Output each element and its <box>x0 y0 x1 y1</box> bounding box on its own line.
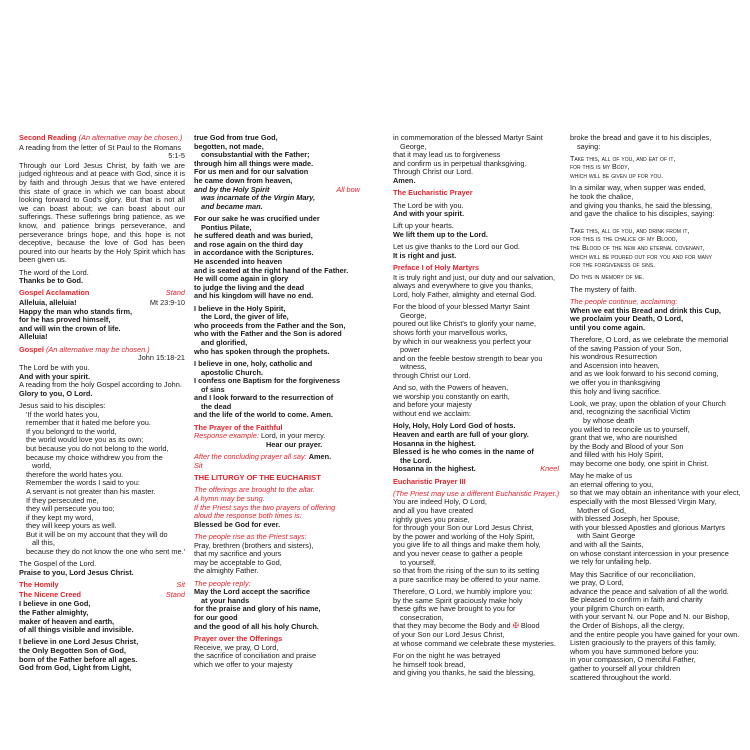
preface-line: and on the feeble bestow strength to bear you <box>393 353 543 363</box>
column-2 <box>194 134 360 673</box>
ep3-line: consecration, <box>400 612 444 622</box>
reply-line: for our good <box>194 613 238 623</box>
gospel-text-line: but because you do not belong to the world, <box>26 443 169 453</box>
amen-response: Amen. <box>393 175 416 185</box>
intercession-line: whom you have summoned before you: <box>570 646 699 656</box>
ep3-line: For on the night he was betrayed <box>393 650 501 660</box>
intercession-line: the Order of Bishops, all the clergy, <box>570 621 685 631</box>
creed-line: consubstantial with the Father; <box>201 150 310 160</box>
creed-line: who proceeds from the Father and the Son, <box>194 320 346 330</box>
offerings-instruction: aloud the response both times is: <box>194 511 302 521</box>
creed-line: and is seated at the right hand of the Father. <box>194 265 349 275</box>
dialog-1 <box>393 202 559 219</box>
consecration-words: Take this, all of you, and eat of it, <box>570 154 676 163</box>
dialog-line: Let us give thanks to the Lord our God. <box>393 242 520 252</box>
gospel-title: Gospel <box>19 344 44 354</box>
preface-line: And so, with the Powers of heaven, <box>393 383 509 393</box>
preface-line: without end we acclaim: <box>393 409 471 419</box>
preface-line: witness, <box>400 362 427 372</box>
gospel-text-line: world, <box>32 461 52 471</box>
creed-line: the dead <box>201 401 232 411</box>
creed-line: the Father almighty, <box>19 608 89 617</box>
pray-line: that my sacrifice and yours <box>194 549 282 559</box>
offerings-instruction: If the Priest says the two prayers of offering <box>194 502 336 512</box>
intercession-line: Mother of God, <box>577 505 626 515</box>
intercession-line: May he make of us <box>570 471 633 481</box>
gospel-line: And with your spirit. <box>19 371 90 381</box>
oblation-line: by the Body and Blood of your Son <box>570 441 684 451</box>
intercession-line: especially with the most Blessed Virgin Mary, <box>570 497 717 507</box>
rise-instruction: The people rise as the Priest says: <box>194 532 307 542</box>
preface-title: Preface I of Holy Martyrs <box>393 263 480 273</box>
oblation-line: grant that we, who are nourished <box>570 433 677 443</box>
creed-line: I believe in the Holy Spirit, <box>194 303 286 313</box>
column-1 <box>19 134 185 677</box>
creed-line: I believe in one God, <box>19 599 91 609</box>
second-reading-title: Second Reading <box>19 133 77 142</box>
reading-intro-text: A reading from the letter of St Paul to the Romans <box>19 142 182 152</box>
creed-line: For our sake he was crucified under <box>194 214 320 224</box>
preface-line: and before your majesty <box>393 400 472 410</box>
acclamation-line: for he has proved himself, <box>19 315 111 325</box>
acclamation-line: and will win the crown of life. <box>19 323 121 333</box>
acclamation-line: Alleluia! <box>19 332 48 342</box>
mystery-response: we proclaim your Death, O Lord, <box>570 314 684 324</box>
anamnesis-line: Therefore, O Lord, as we celebrate the memorial <box>570 335 729 344</box>
response-example-label: Response example: <box>194 431 259 441</box>
commemoration <box>393 134 559 186</box>
reading-end-line: The word of the Lord. <box>19 267 89 277</box>
ep3-line: rightly gives you praise, <box>393 514 470 524</box>
ep3-line: to yourself, <box>400 557 436 567</box>
liturgy-heading <box>194 474 360 483</box>
consecration-words: Do this in memory of me. <box>570 273 645 282</box>
ep3-line: and all you have created <box>393 506 474 516</box>
reply-block <box>194 580 360 632</box>
intercession-line: in your compassion, O merciful Father, <box>570 655 696 665</box>
homily-posture: Sit <box>176 580 185 590</box>
preface-line: It is truly right and just, our duty and our salvation, <box>393 272 556 282</box>
oblation-line: Look, we pray, upon the oblation of your Church <box>570 398 726 408</box>
consecration-line: and giving you thanks, he said the blessing, <box>570 200 713 210</box>
dialog-response: It is right and just. <box>393 250 457 260</box>
memory <box>570 273 736 282</box>
creed-part-1 <box>19 600 185 634</box>
acclamation-heading <box>19 289 185 298</box>
intercession-line: with your servant N. our Pope and N. our Bishop, <box>570 612 730 622</box>
homily-title: The Homily <box>19 580 59 590</box>
oblation-line: by whose death <box>583 416 635 426</box>
consecration-words: the Blood of the new and eternal covenant, <box>570 243 705 252</box>
ep3-line: that they may become the Body and <box>393 621 513 631</box>
preface-line: we worship you constantly on earth, <box>393 391 510 401</box>
offerings-instruction: A hymn may be sung. <box>194 493 265 503</box>
reply-line: May the Lord accept the sacrifice <box>194 587 310 597</box>
sanctus <box>393 422 559 474</box>
oblation-line: you willed to reconcile us to yourself, <box>570 424 690 434</box>
mystery-line: The mystery of faith. <box>570 284 637 294</box>
offerings-block <box>194 486 360 529</box>
gospel-text-line: remember that it hated me before you. <box>26 418 151 428</box>
consecration-words: which will be given up for you. <box>570 172 663 181</box>
commemoration-line: in commemoration of the blessed Martyr Saint <box>393 133 543 142</box>
creed-line: He will come again in glory <box>194 274 289 284</box>
gospel-text-line: Remember the words I said to you: <box>26 478 140 488</box>
preface-line: always and everywhere to give you thanks, <box>393 281 534 291</box>
acclamation-line: Happy the man who stands firm, <box>19 306 133 316</box>
dialog-3 <box>393 243 559 260</box>
creed-heading <box>19 591 185 600</box>
offerings-prayer-line: the sacrifice of conciliation and praise <box>194 651 317 661</box>
ep-heading <box>393 189 559 198</box>
creed-part-4 <box>194 305 360 357</box>
creed-line: he came down from heaven, <box>194 175 293 185</box>
gospel-text-line: the world would love you as its own; <box>26 435 144 445</box>
anamnesis-line: of the saving Passion of your Son, <box>570 343 682 353</box>
creed-line: and his kingdom will have no end. <box>194 291 314 301</box>
sacrifice <box>570 569 740 683</box>
anamnesis-line: we offer you in thanksgiving <box>570 377 661 387</box>
creed-line: the Only Begotten Son of God, <box>19 646 126 656</box>
offerings-prayer <box>194 635 360 669</box>
creed-line: who has spoken through the prophets. <box>194 346 330 356</box>
dialog-response: And with your spirit. <box>393 209 464 219</box>
intercession-line: scattered throughout the world. <box>570 672 672 682</box>
creed-part-5 <box>194 360 360 420</box>
preface-line: by which in our weakness you perfect your <box>393 336 532 346</box>
mystery <box>570 286 736 295</box>
acclamation-title: Gospel Acclamation <box>19 288 90 298</box>
ep3-line: and you never cease to gather a people <box>393 549 523 558</box>
pray-line: the almighty Father. <box>194 566 259 576</box>
gospel-text-line: because they do not know the one who sent me.' <box>26 547 185 557</box>
gospel-end-line: The Gospel of the Lord. <box>19 559 97 569</box>
intercession-line: and the entire people you have gained for your own. <box>570 629 740 639</box>
intercession-line: gather to yourself all your children <box>570 664 681 674</box>
ep3-line: by the power and working of the Holy Spirit, <box>393 531 535 541</box>
creed-line: the Lord, the giver of life, <box>201 312 289 322</box>
creed-line: and the life of the world to come. Amen. <box>194 410 333 420</box>
kneel-instruction: Kneel <box>540 464 559 474</box>
reading-response: Thanks be to God. <box>19 276 84 286</box>
creed-line: he suffered death and was buried, <box>194 231 313 241</box>
gospel-text-line: 'If the world hates you, <box>26 409 100 419</box>
creed-line: to judge the living and the dead <box>194 282 305 292</box>
ep3-part-2 <box>393 588 559 648</box>
commemoration-line: that it may lead us to forgiveness <box>393 150 501 160</box>
continue-instruction: The people continue, acclaiming: <box>570 296 678 306</box>
offerings-prayer-line: which we offer to your majesty <box>194 659 293 669</box>
gospel-text-line: all this, <box>32 538 55 548</box>
dialog-line: The Lord be with you. <box>393 200 464 210</box>
creed-line: God from God, Light from Light, <box>19 663 132 673</box>
second-reading-heading <box>19 134 185 143</box>
response-example: Lord, in your mercy. <box>258 431 326 441</box>
sanctus-line: Blessed is he who comes in the name of <box>393 447 534 457</box>
creed-line: and glorified, <box>201 338 248 348</box>
consecration-words: which will be poured out for you and for many <box>570 252 712 261</box>
second-reading-note: (An alternative may be chosen.) <box>78 133 183 142</box>
consecration-line: In a similar way, when supper was ended, <box>570 183 706 193</box>
anamnesis-line: and as we look forward to his second coming, <box>570 369 719 379</box>
sanctus-line: the Lord. <box>400 455 432 465</box>
acclamation-text <box>19 299 185 342</box>
intercession-line: we rely for unfailing help. <box>570 557 652 567</box>
ep3-note: (The Priest may use a different Eucharistic Prayer.) <box>393 488 560 498</box>
acclamation-posture: Stand <box>165 288 185 298</box>
consecration-line: saying: <box>577 141 601 151</box>
pray-line: may be acceptable to God, <box>194 557 282 567</box>
creed-line: maker of heaven and earth, <box>19 616 115 626</box>
ep3-line: by the same Spirit graciously make holy <box>393 595 523 605</box>
preface-3 <box>393 384 559 418</box>
reading-body: Through our Lord Jesus Christ, by faith we are judged righteous and at peace with God, since it is by faith and through Jesus that we have entered this state of grace in which we can boast about looking forward to God's glory. But that is not all we can boast about; we can boast about our sufferings. These sufferings bring patience, as we know, and patience brings perseverance, and perseverance brings hope, and this hope is not deceptive, because the love of God has been poured into our hearts by the Holy Spirit which has been given us. <box>19 160 185 265</box>
take-bread <box>570 155 736 181</box>
reply-line: for the praise and glory of his name, <box>194 604 321 614</box>
concluding-instruction: After the concluding prayer all say: <box>194 452 307 462</box>
creed-line: who with the Father and the Son is adored <box>194 329 342 339</box>
bow-instruction: All bow <box>336 184 360 194</box>
creed-line: born of the Father before all ages. <box>19 654 138 664</box>
commemoration-line: George, <box>400 141 427 151</box>
gospel-heading <box>19 346 185 363</box>
reading-intro <box>19 144 185 161</box>
amen-response: Amen. <box>308 452 332 462</box>
reply-line: and the good of all his holy Church. <box>194 621 319 631</box>
consecration-words: for the forgiveness of sins. <box>570 261 656 270</box>
intercession-line: with Saint George <box>577 531 636 541</box>
dialog-line: Lift up your hearts. <box>393 221 454 231</box>
preface-line: through Christ our Lord. <box>393 370 471 380</box>
intercession-line: and with all the Saints, <box>570 540 644 550</box>
faithful-title: The Prayer of the Faithful <box>194 422 283 432</box>
creed-line: I believe in one Lord Jesus Christ, <box>19 637 139 647</box>
creed-continued <box>194 134 360 211</box>
consecration-words: for this is my Body, <box>570 163 630 172</box>
commemoration-line: Through Christ our Lord. <box>393 167 474 177</box>
sanctus-line: Holy, Holy, Holy Lord God of hosts. <box>393 421 516 431</box>
intercession-line: an eternal offering to you, <box>570 479 654 489</box>
intercession-line: May this Sacrifice of our reconciliation, <box>570 569 696 579</box>
preface-line: For the blood of your blessed Martyr Saint <box>393 302 530 312</box>
intercession-line: Be pleased to confirm in faith and charity <box>570 595 703 605</box>
commemoration-line: and confirm us in perpetual thanksgiving. <box>393 158 527 168</box>
similar-way <box>570 184 736 218</box>
ep3-line: Therefore, O Lord, we humbly implore you: <box>393 587 533 597</box>
ep3-line: so that from the rising of the sun to its setting <box>393 566 540 576</box>
ep3-part-3 <box>393 652 559 678</box>
intercession-line: advance the peace and salvation of all the world. <box>570 586 729 596</box>
creed-line: in accordance with the Scriptures. <box>194 248 314 258</box>
reading-end <box>19 269 185 286</box>
reply-instruction: The people reply: <box>194 578 251 588</box>
sanctus-line: Hosanna in the highest. <box>393 464 476 474</box>
ep3-heading <box>393 478 559 487</box>
offerings-prayer-title: Prayer over the Offerings <box>194 633 283 643</box>
creed-line: He ascended into heaven <box>194 257 283 266</box>
bread-text <box>570 134 736 151</box>
creed-line: and by the Holy Spirit <box>194 184 270 194</box>
preface-line: power <box>400 345 421 355</box>
preface-2 <box>393 303 559 380</box>
creed-posture: Stand <box>165 589 185 599</box>
eucharistic-prayer-title: The Eucharistic Prayer <box>393 188 473 198</box>
intercession-line: your pilgrim Church on earth, <box>570 603 665 613</box>
creed-part-2 <box>19 638 185 672</box>
preface-heading <box>393 264 559 273</box>
response-reply: Hear our prayer. <box>266 439 323 449</box>
creed-line: I confess one Baptism for the forgiveness <box>194 376 341 386</box>
gospel-line: Glory to you, O Lord. <box>19 388 93 398</box>
creed-line: through him all things were made. <box>194 158 314 168</box>
sit-instruction: Sit <box>194 460 203 470</box>
consecration-words: Take this, all of you, and drink from it, <box>570 226 690 235</box>
intercession-line: so that we may obtain an inheritance with your elect, <box>570 488 741 498</box>
sanctus-line: Hosanna in the highest. <box>393 438 476 448</box>
pray-block <box>194 533 360 576</box>
intercession-line: with your blessed Apostles and glorious Martyrs <box>570 522 726 532</box>
acclamation-line: Alleluia, alleluia! <box>19 298 77 308</box>
gospel-text-line: But it will be on my account that they will do <box>26 529 168 539</box>
oblation-line: and, recognizing the sacrificial Victim <box>570 407 691 417</box>
intercession-line: Listen graciously to the prayers of this family, <box>570 638 716 648</box>
ep3-line: of your Son our Lord Jesus Christ, <box>393 630 505 640</box>
take-chalice <box>570 227 736 270</box>
gospel-ref: John 15:18-21 <box>138 353 185 363</box>
gospel-text-line: because my choice withdrew you from the <box>26 452 163 462</box>
oblation-line: and filled with his Holy Spirit, <box>570 450 664 460</box>
ep3-line: You are indeed Holy, O Lord, <box>393 497 487 507</box>
gospel-text-line: Jesus said to his disciples: <box>19 400 106 410</box>
creed-line: of sins <box>201 384 225 394</box>
mystery-response: When we eat this Bread and drink this Cup, <box>570 305 721 315</box>
creed-line: and became man. <box>201 201 263 211</box>
consecration-line: and gave the chalice to his disciples, saying: <box>570 209 715 219</box>
gospel-dialog <box>19 364 185 398</box>
gospel-text-line: they will persecute you too; <box>26 504 115 514</box>
ep3-title: Eucharistic Prayer III <box>393 476 466 486</box>
acclamation-ref: Mt 23:9-10 <box>149 298 185 308</box>
anamnesis-line: this holy and living sacrifice. <box>570 386 662 396</box>
prayer-of-faithful <box>194 424 360 450</box>
gospel-end <box>19 560 185 577</box>
preface-line: Lord, holy Father, almighty and eternal God. <box>393 289 537 299</box>
anamnesis-line: his wondrous Resurrection <box>570 352 657 362</box>
liturgy-title: THE LITURGY OF THE EUCHARIST <box>194 473 321 483</box>
cross-icon: ✠ <box>512 621 519 631</box>
anamnesis-line: and Ascension into heaven, <box>570 360 660 370</box>
creed-line: and rose again on the third day <box>194 239 303 249</box>
intercession-line: on whose constant intercession in your presence <box>570 548 729 558</box>
blessed-response: Blessed be God for ever. <box>194 519 281 529</box>
creed-line: true God from true God, <box>194 133 278 142</box>
preface-line: shows forth your marvellous works, <box>393 328 508 337</box>
ep3-line: Blood <box>518 621 540 631</box>
creed-line: and I look forward to the resurrection of <box>194 393 334 403</box>
gospel-text <box>19 402 185 557</box>
gospel-text-line: if they kept my word, <box>26 512 94 522</box>
gospel-text-line: If you belongrd to the world, <box>26 426 117 436</box>
ep3-line: you give life to all things and make them holy, <box>393 540 541 550</box>
creed-line: of all things visible and invisible. <box>19 625 134 635</box>
pray-line: Pray, brethren (brothers and sisters), <box>194 540 314 550</box>
creed-line: was incarnate of the Virgin Mary, <box>201 193 316 203</box>
consecration-words: for this is the chalice of my Blood, <box>570 235 678 244</box>
offerings-prayer-line: Receive, we pray, O Lord, <box>194 642 279 652</box>
gospel-line: The Lord be with you. <box>19 362 90 372</box>
may-he <box>570 471 741 567</box>
oblation-line: may become one body, one spirit in Christ. <box>570 459 709 468</box>
gospel-line: A reading from the holy Gospel according to John. <box>19 380 182 390</box>
column-3 <box>393 134 559 681</box>
column-4 <box>570 133 741 686</box>
ep3-line: he himself took bread, <box>393 659 466 669</box>
consecration-line: he took the chalice, <box>570 191 634 201</box>
creed-line: begotten, not made, <box>194 141 264 151</box>
ep3-line: a pure sacrifice may be offered to your name. <box>393 574 541 584</box>
dialog-response: We lift them up to the Lord. <box>393 230 488 239</box>
creed-line: apostolic Church. <box>201 367 264 377</box>
gospel-text-line: A servant is not greater than his master. <box>26 486 156 496</box>
gospel-text-line: If they persecuted me, <box>26 495 99 505</box>
ep3-part-1 <box>393 490 559 585</box>
homily-heading <box>19 581 185 590</box>
look <box>570 400 736 469</box>
ep3-line: at whose command we celebrate these mysteries. <box>393 638 556 648</box>
gospel-text-line: they will keep yours as well. <box>26 521 117 531</box>
intercession-line: we pray, O Lord, <box>570 578 624 588</box>
gospel-text-line: therefore the world hates you. <box>26 469 124 479</box>
creed-line: Pontius Pilate, <box>201 222 252 232</box>
therefore <box>570 336 736 396</box>
reply-line: at your hands <box>201 595 250 605</box>
preface-line: poured out like Christ's to glorify your name, <box>393 319 537 329</box>
offerings-instruction: The offerings are brought to the altar. <box>194 485 315 495</box>
gospel-response: Praise to you, Lord Jesus Christ. <box>19 567 134 577</box>
concluding <box>194 453 360 470</box>
creed-line: For us men and for our salvation <box>194 167 309 177</box>
intercession-line: with blessed Joseph, her Spouse, <box>570 514 680 524</box>
reading-ref: 5:1-5 <box>168 151 185 161</box>
preface-line: George, <box>400 310 427 320</box>
preface-1 <box>393 274 559 300</box>
creed-title: The Nicene Creed <box>19 589 82 599</box>
ep3-line: these gifts we have brought to you for <box>393 604 516 614</box>
dialog-2 <box>393 222 559 239</box>
ep3-line: for through your Son our Lord Jesus Christ, <box>393 523 534 533</box>
gospel-note: (An alternative may be chosen.) <box>45 344 150 354</box>
creed-part-3 <box>194 215 360 301</box>
acclamation-block <box>570 298 736 332</box>
ep3-line: and giving you thanks, he said the blessing, <box>393 668 536 678</box>
creed-line: I believe in one, holy, catholic and <box>194 358 313 368</box>
sanctus-line: Heaven and earth are full of your glory. <box>393 429 529 439</box>
mystery-response: until you come again. <box>570 322 646 332</box>
consecration-line: broke the bread and gave it to his disciples, <box>570 133 712 142</box>
